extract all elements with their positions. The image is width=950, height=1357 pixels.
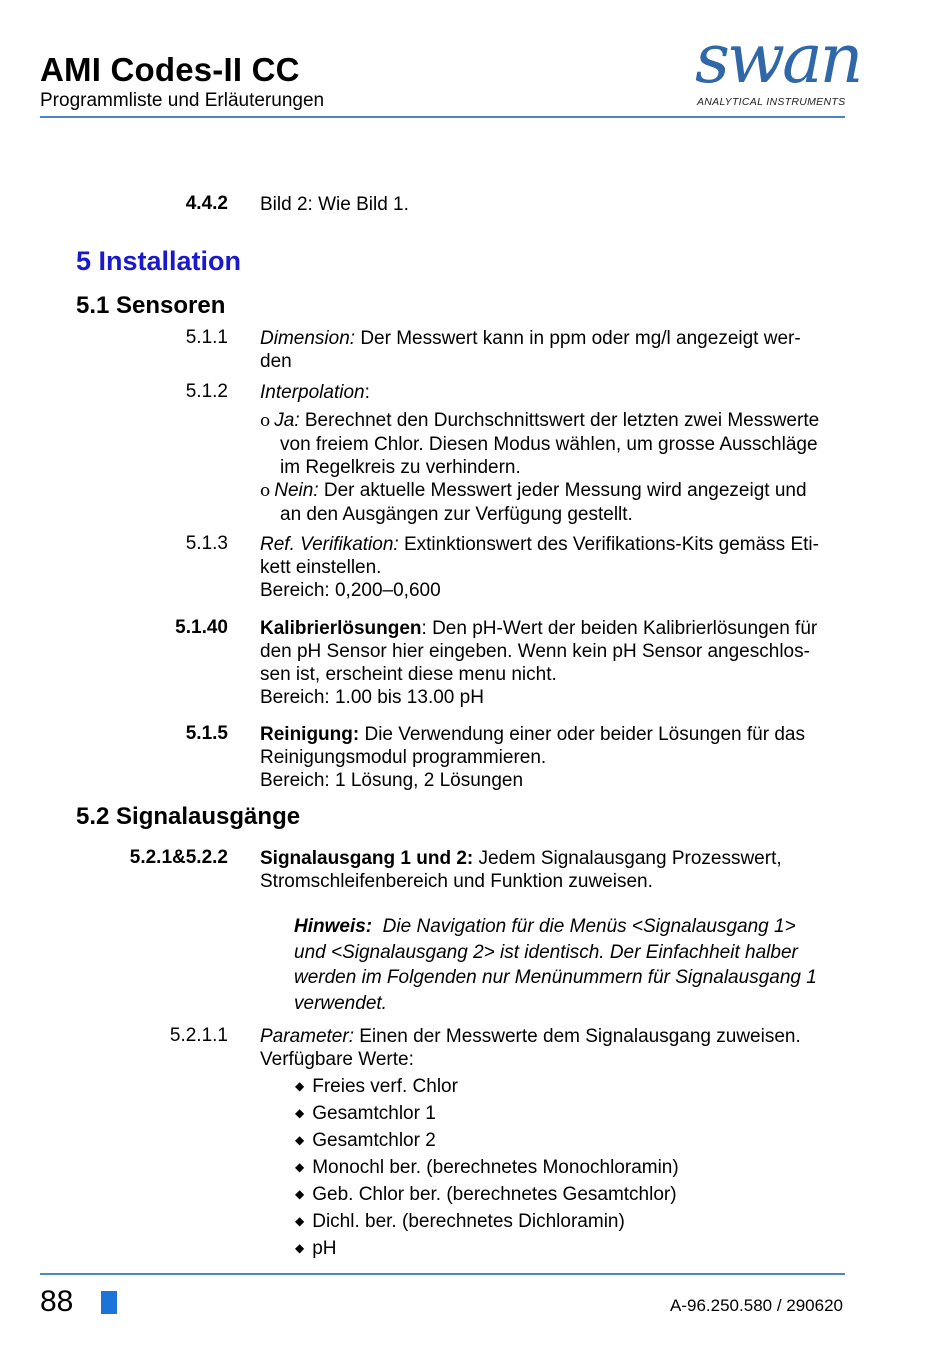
list-item: [295, 1211, 625, 1233]
text: den: [260, 351, 292, 372]
list-item-text: Geb. Chlor ber. (berechnetes Gesamtchlor): [312, 1184, 677, 1205]
list-item: [295, 1076, 458, 1098]
option-ja: [260, 409, 872, 479]
term-reinigung: Reinigung:: [260, 724, 360, 745]
text: werden im Folgenden nur Menünummern für Signalausgang 1: [294, 967, 817, 988]
logo-tagline: ANALYTICAL INSTRUMENTS: [697, 96, 846, 108]
section-text-5-1-5: [260, 723, 872, 792]
diamond-bullet-icon: ◆: [295, 1241, 305, 1255]
text: Die Navigation für die Menüs <Signalausgang 1>: [372, 916, 796, 937]
text: Verfügbare Werte:: [260, 1049, 414, 1070]
section-text-5-1-2: [260, 381, 872, 404]
heading-sensoren: 5.1 Sensoren: [76, 292, 226, 319]
document-title: AMI Codes-II CC: [40, 51, 300, 88]
list-item: [295, 1238, 337, 1260]
note-hinweis: [294, 914, 874, 1016]
text: : Den pH-Wert der beiden Kalibrierlösungen für: [421, 618, 818, 639]
option-marker: o: [260, 481, 271, 501]
section-number-5-2-1: 5.2.1&5.2.2: [129, 847, 228, 868]
footer-rule: [40, 1273, 845, 1275]
text: von freiem Chlor. Diesen Modus wählen, um grosse Ausschläge: [280, 434, 818, 455]
section-text-4-4-2: Bild 2: Wie Bild 1.: [260, 194, 409, 215]
text: Berechnet den Durchschnittswert der letzten zwei Messwerte: [299, 410, 820, 431]
diamond-bullet-icon: ◆: [295, 1106, 305, 1120]
list-item-text: Gesamtchlor 1: [312, 1103, 436, 1124]
diamond-bullet-icon: ◆: [295, 1133, 305, 1147]
list-item-text: pH: [312, 1238, 337, 1259]
diamond-bullet-icon: ◆: [295, 1187, 305, 1201]
section-number-5-1-2: 5.1.2: [185, 381, 228, 402]
section-number-5-1-1: 5.1.1: [185, 327, 228, 348]
section-number-5-1-5: 5.1.5: [185, 723, 228, 744]
term-dimension: Dimension:: [260, 328, 356, 349]
term-ref-verifikation: Ref. Verifikation:: [260, 534, 399, 555]
option-nein: [260, 479, 872, 526]
term-signalausgang: Signalausgang 1 und 2:: [260, 848, 474, 869]
text: den pH Sensor hier eingeben. Wenn kein pH Sensor angeschlos-: [260, 641, 810, 662]
list-item-text: Dichl. ber. (berechnetes Dichloramin): [312, 1211, 625, 1232]
text: verwendet.: [294, 992, 387, 1014]
range: Bereich: 1 Lösung, 2 Lösungen: [260, 770, 524, 791]
text: Jedem Signalausgang Prozesswert,: [473, 848, 782, 869]
diamond-bullet-icon: ◆: [295, 1079, 305, 1093]
document-reference: A-96.250.580 / 290620: [670, 1296, 843, 1315]
section-text-5-2-1-1: [260, 1025, 872, 1071]
section-text-5-1-40: [260, 617, 872, 709]
text: Reinigungsmodul programmieren.: [260, 747, 547, 768]
colon: :: [364, 382, 370, 403]
list-item: [295, 1130, 436, 1152]
list-item: [295, 1157, 679, 1179]
text: Der Messwert kann in ppm oder mg/l angezeigt wer-: [355, 328, 801, 349]
diamond-bullet-icon: ◆: [295, 1160, 305, 1174]
text: Extinktionswert des Verifikations-Kits gemäss Eti-: [398, 534, 819, 555]
range: Bereich: 1.00 bis 13.00 pH: [260, 687, 484, 708]
text: Der aktuelle Messwert jeder Messung wird angezeigt und: [318, 480, 807, 501]
text: Die Verwendung einer oder beider Lösungen für das: [359, 724, 805, 745]
note-label: Hinweis:: [294, 916, 373, 937]
heading-signalausgaenge: 5.2 Signalausgänge: [76, 803, 301, 830]
text: Stromschleifenbereich und Funktion zuweisen.: [260, 871, 653, 892]
text: Einen der Messwerte dem Signalausgang zuweisen.: [353, 1026, 801, 1047]
page-marker: [101, 1291, 117, 1314]
section-number-4-4-2: 4.4.2: [185, 193, 228, 214]
text: im Regelkreis zu verhindern.: [280, 457, 521, 478]
text: kett einstellen.: [260, 557, 382, 578]
section-number-5-1-3: 5.1.3: [185, 533, 228, 554]
list-item: [295, 1184, 677, 1206]
list-item-text: Freies verf. Chlor: [312, 1076, 458, 1097]
text: sen ist, erscheint diese menu nicht.: [260, 664, 557, 685]
heading-installation: 5 Installation: [76, 246, 242, 276]
swan-logo: swan: [695, 20, 861, 99]
page-number: 88: [40, 1285, 74, 1318]
term-kalibrierloesungen: Kalibrierlösungen: [260, 618, 422, 639]
range: Bereich: 0,200–0,600: [260, 580, 441, 601]
diamond-bullet-icon: ◆: [295, 1214, 305, 1228]
list-item: [295, 1103, 436, 1125]
section-text-5-2-1: [260, 847, 872, 893]
section-number-5-1-40: 5.1.40: [175, 617, 228, 638]
option-label: Ja:: [274, 410, 300, 431]
list-item-text: Gesamtchlor 2: [312, 1130, 436, 1151]
option-label: Nein:: [274, 480, 319, 501]
section-number-5-2-1-1: 5.2.1.1: [169, 1025, 228, 1046]
section-text-5-1-1: [260, 327, 872, 373]
text: an den Ausgängen zur Verfügung gestellt.: [280, 504, 633, 525]
document-subtitle: Programmliste und Erläuterungen: [40, 90, 325, 111]
list-item-text: Monochl ber. (berechnetes Monochloramin): [312, 1157, 679, 1178]
option-marker: o: [260, 411, 271, 431]
term-parameter: Parameter:: [260, 1026, 354, 1047]
text: und <Signalausgang 2> ist identisch. Der Einfachheit halber: [294, 941, 798, 963]
term-interpolation: Interpolation: [260, 382, 365, 403]
section-text-5-1-3: [260, 533, 872, 602]
header-rule: [40, 116, 845, 118]
